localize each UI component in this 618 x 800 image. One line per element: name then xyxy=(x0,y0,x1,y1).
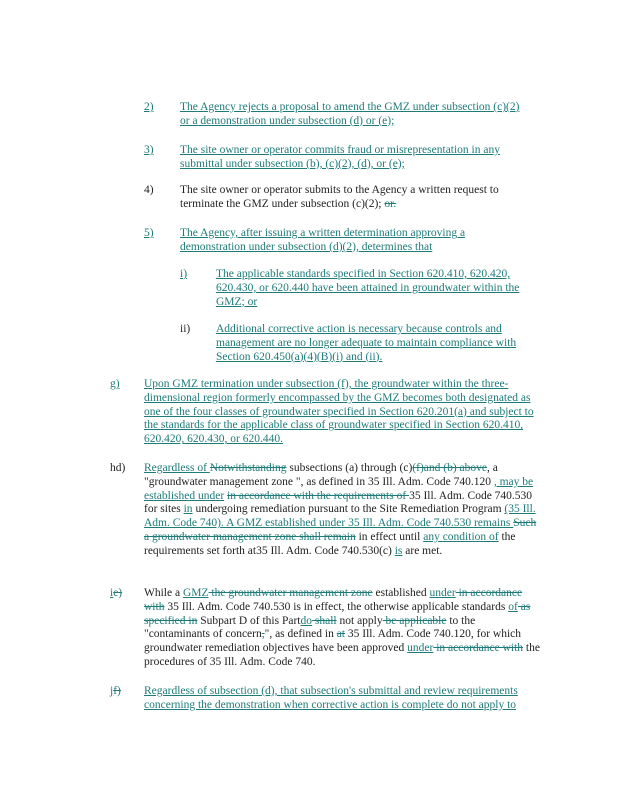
inserted-text: do xyxy=(300,614,313,627)
inserted-text: in xyxy=(183,503,193,516)
section-text xyxy=(144,462,540,559)
subitem-text xyxy=(216,323,534,364)
deleted-text: in accordance with xyxy=(433,642,524,655)
text-run: 35 Ill. Adm. Code 740.530 for sites xyxy=(144,489,533,516)
text-run: to the "contaminants of concern xyxy=(144,614,476,641)
inserted-text: of xyxy=(508,600,518,613)
deleted-text: shall xyxy=(312,614,337,627)
inserted-text: is xyxy=(394,544,403,557)
item-label: 2) xyxy=(144,101,154,113)
deleted-text: Notwithstanding xyxy=(209,462,287,474)
section-label: g) xyxy=(110,378,120,390)
section-text xyxy=(144,587,540,670)
deleted-text: as specified in xyxy=(144,600,531,627)
text-run: While a xyxy=(144,587,183,599)
section-text xyxy=(144,378,540,447)
item-text xyxy=(180,144,525,172)
section-label: hd) xyxy=(110,462,126,474)
inserted-text: The site owner or operator commits fraud or misrepresentation in any submittal under subsection (b), (c)(2), (d), or (e); xyxy=(180,144,500,170)
text-run: are met. xyxy=(402,544,443,557)
deleted-text: , xyxy=(261,628,265,641)
text-run: 35 Ill. Adm. Code 740.530(c) xyxy=(256,544,395,557)
text-run: ", as defined in xyxy=(264,628,337,641)
inserted-text: any condition of xyxy=(423,530,499,543)
deleted-text: the groundwater management zone xyxy=(208,587,373,599)
inserted-text: Additional corrective action is necessary because controls and management are no longer adequate to maintain compliance with Section 620.450(a)(4)(B)(i) and (ii). xyxy=(216,323,517,363)
inserted-text: A GMZ established under 35 Ill. Adm. Code 740.530 remains xyxy=(226,517,514,530)
text-run: 35 Ill. Adm. Code 740.530 is in effect, the otherwise applicable standards xyxy=(164,600,509,613)
deleted-text: Such a groundwater management zone shall remain xyxy=(144,517,537,543)
inserted-text: The applicable standards specified in Section 620.410, 620.420, 620.430, or 620.440 have been attained in groundwater within the GMZ; or xyxy=(216,268,520,308)
inserted-text: Regardless of subsection (d), that subsection's submittal and review requirements concerning the demonstration when corrective action is complete do not apply to xyxy=(144,685,518,711)
subitem-label: i) xyxy=(180,268,188,280)
inserted-text: The Agency, after issuing a written determination approving a demonstration under subsection (d)(2), determines that xyxy=(180,227,466,253)
inserted-text: Upon GMZ termination under subsection (f), the groundwater within the three-dimensional region formerly encompassed by the GMZ becomes both designated as one of the four classes of groundwater specified in Section 620.201(a) and subject to the standards for the applicable class of groundwater specified in Section 620.410, 620.420, 620.430, or 620.440. xyxy=(144,378,534,446)
text-run: in effect until xyxy=(355,530,424,543)
text-run: The site owner or operator submits to the Agency a written request to terminate the GMZ under subsection (c)(2); xyxy=(180,184,499,210)
item-text xyxy=(180,227,525,255)
inserted-text: under xyxy=(197,489,225,502)
text-run: Subpart D of this Part xyxy=(197,614,301,627)
text-run: , a "groundwater management zone ", as defined in 35 Ill. Adm. Code 740.120 xyxy=(144,462,498,488)
text-run: the procedures of 35 Ill. Adm. Code 740. xyxy=(144,642,540,668)
text-run: not apply xyxy=(336,614,383,627)
item-text xyxy=(180,184,525,212)
inserted-text: GMZ xyxy=(182,587,209,599)
inserted-text: The Agency rejects a proposal to amend the GMZ under subsection (c)(2) or a demonstration under subsection (d) or (e); xyxy=(180,101,520,127)
item-text xyxy=(180,101,525,129)
subitem-label: ii) xyxy=(180,323,191,335)
text-run: subsections (a) through (c) xyxy=(286,462,413,474)
deleted-text: at xyxy=(336,628,346,641)
section-label: jf) xyxy=(110,685,121,697)
deleted-text: or. xyxy=(384,197,397,210)
deleted-text: in accordance with xyxy=(144,587,523,613)
inserted-text: (35 Ill. Adm. Code 740). xyxy=(144,503,536,530)
deleted-text: (f)and (b) above xyxy=(412,462,488,474)
section-text xyxy=(144,685,540,713)
inserted-text: Regardless of xyxy=(144,462,210,474)
deleted-text: be applicable xyxy=(382,614,447,627)
inserted-text: under xyxy=(429,587,456,599)
item-label: 3) xyxy=(144,144,154,156)
text-run: the requirements set forth at xyxy=(144,530,516,557)
inserted-text: , may be established xyxy=(144,475,534,502)
text-run: established xyxy=(372,587,430,599)
inserted-text: under xyxy=(407,642,434,655)
section-label: ie) xyxy=(110,587,123,599)
item-label: 5) xyxy=(144,227,154,239)
item-label: 4) xyxy=(144,184,154,196)
text-run: 35 Ill. Adm. Code 740.120, for which groundwater remediation objectives have been approved xyxy=(144,628,522,655)
subitem-text xyxy=(216,268,534,309)
deleted-text: in accordance with the requirements of xyxy=(227,489,410,502)
text-run: undergoing remediation pursuant to the Site Remediation Program xyxy=(192,503,505,516)
